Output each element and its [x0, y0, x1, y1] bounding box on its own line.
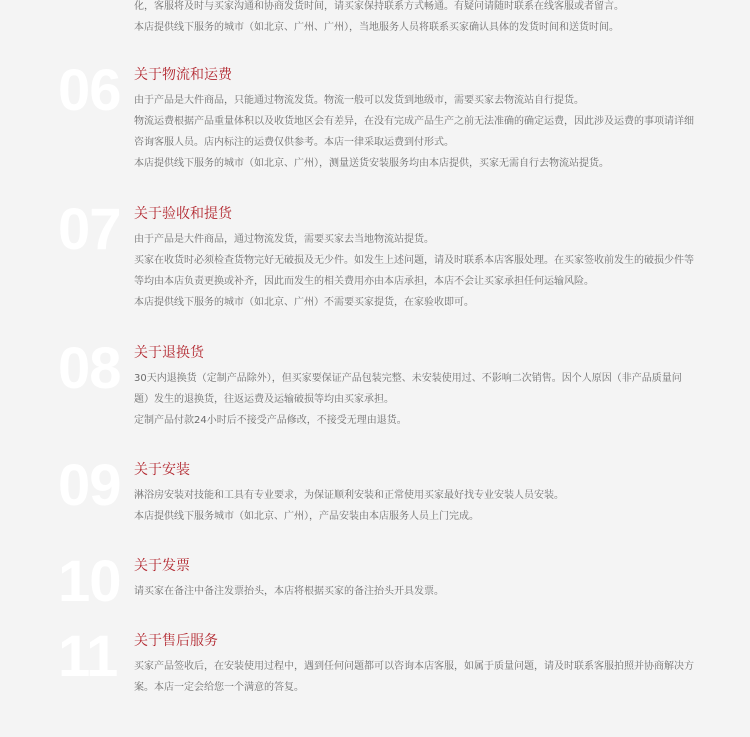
section-title: 关于物流和运费	[134, 67, 232, 83]
body-line: 30天内退换货（定制产品除外），但买家要保证产品包装完整、未安装使用过、不影响二次销售。因个人原因（非产品质量问	[134, 373, 682, 384]
body-line: 请买家在备注中备注发票抬头，本店将根据买家的备注抬头开具发票。	[134, 586, 444, 597]
section-body	[134, 368, 724, 431]
section-title: 关于售后服务	[134, 633, 218, 649]
section-number: 11	[58, 624, 118, 689]
section-number: 10	[58, 549, 121, 614]
body-line: 本店提供线下服务的城市（如北京、广州）不需要买家提货，在家验收即可。	[134, 297, 474, 308]
body-line: 买家在收货时必须检查货物完好无破损及无少件。如发生上述问题，请及时联系本店客服处理。在买家签收前发生的破损少件等	[134, 255, 694, 266]
section-title: 关于安装	[134, 462, 190, 478]
section-title: 关于退换货	[134, 345, 204, 361]
section-body	[134, 656, 724, 698]
body-line: 本店提供线下服务的城市（如北京、广州），测量送货安装服务均由本店提供，买家无需自行去物流站提货。	[134, 158, 609, 169]
section-body	[134, 229, 724, 313]
body-line: 由于产品是大件商品，只能通过物流发货。物流一般可以发货到地级市，需要买家去物流站自行提货。	[134, 95, 584, 106]
body-line: 等均由本店负责更换或补齐，因此而发生的相关费用亦由本店承担，本店不会让买家承担任何运输风险。	[134, 276, 594, 287]
section-body	[134, 485, 724, 527]
body-line: 本店提供线下服务城市（如北京、广州），产品安装由本店服务人员上门完成。	[134, 511, 479, 522]
section-number: 09	[58, 453, 121, 518]
section-number: 06	[58, 58, 121, 123]
body-line: 题）发生的退换货，往返运费及运输破损等均由买家承担。	[134, 394, 394, 405]
section-body	[134, 90, 724, 174]
body-line: 买家产品签收后，在安装使用过程中，遇到任何问题都可以咨询本店客服，如属于质量问题，请及时联系客服拍照并协商解决方	[134, 661, 694, 672]
body-line: 物流运费根据产品重量体积以及收货地区会有差异，在没有完成产品生产之前无法准确的确定运费，因此涉及运费的事项请详细	[134, 116, 694, 127]
section-number: 07	[58, 197, 121, 262]
body-line: 淋浴房安装对技能和工具有专业要求，为保证顺利安装和正常使用买家最好找专业安装人员安装。	[134, 490, 564, 501]
body-line: 咨询客服人员。店内标注的运费仅供参考。本店一律采取运费到付形式。	[134, 137, 454, 148]
section-body	[134, 581, 724, 602]
body-line: 由于产品是大件商品，通过物流发货，需要买家去当地物流站提货。	[134, 234, 434, 245]
intro-text-block	[134, 0, 734, 38]
intro-line: 化，客服将及时与买家沟通和协商发货时间，请买家保持联系方式畅通。有疑问请随时联系在线客服或者留言。	[134, 1, 624, 12]
intro-line: 本店提供线下服务的城市（如北京、广州、广州），当地服务人员将联系买家确认具体的发货时间和送货时间。	[134, 22, 619, 33]
section-title: 关于发票	[134, 558, 190, 574]
body-line: 定制产品付款24小时后不接受产品修改，不接受无理由退货。	[134, 415, 407, 426]
section-number: 08	[58, 336, 121, 401]
section-title: 关于验收和提货	[134, 206, 232, 222]
body-line: 案。本店一定会给您一个满意的答复。	[134, 682, 304, 693]
